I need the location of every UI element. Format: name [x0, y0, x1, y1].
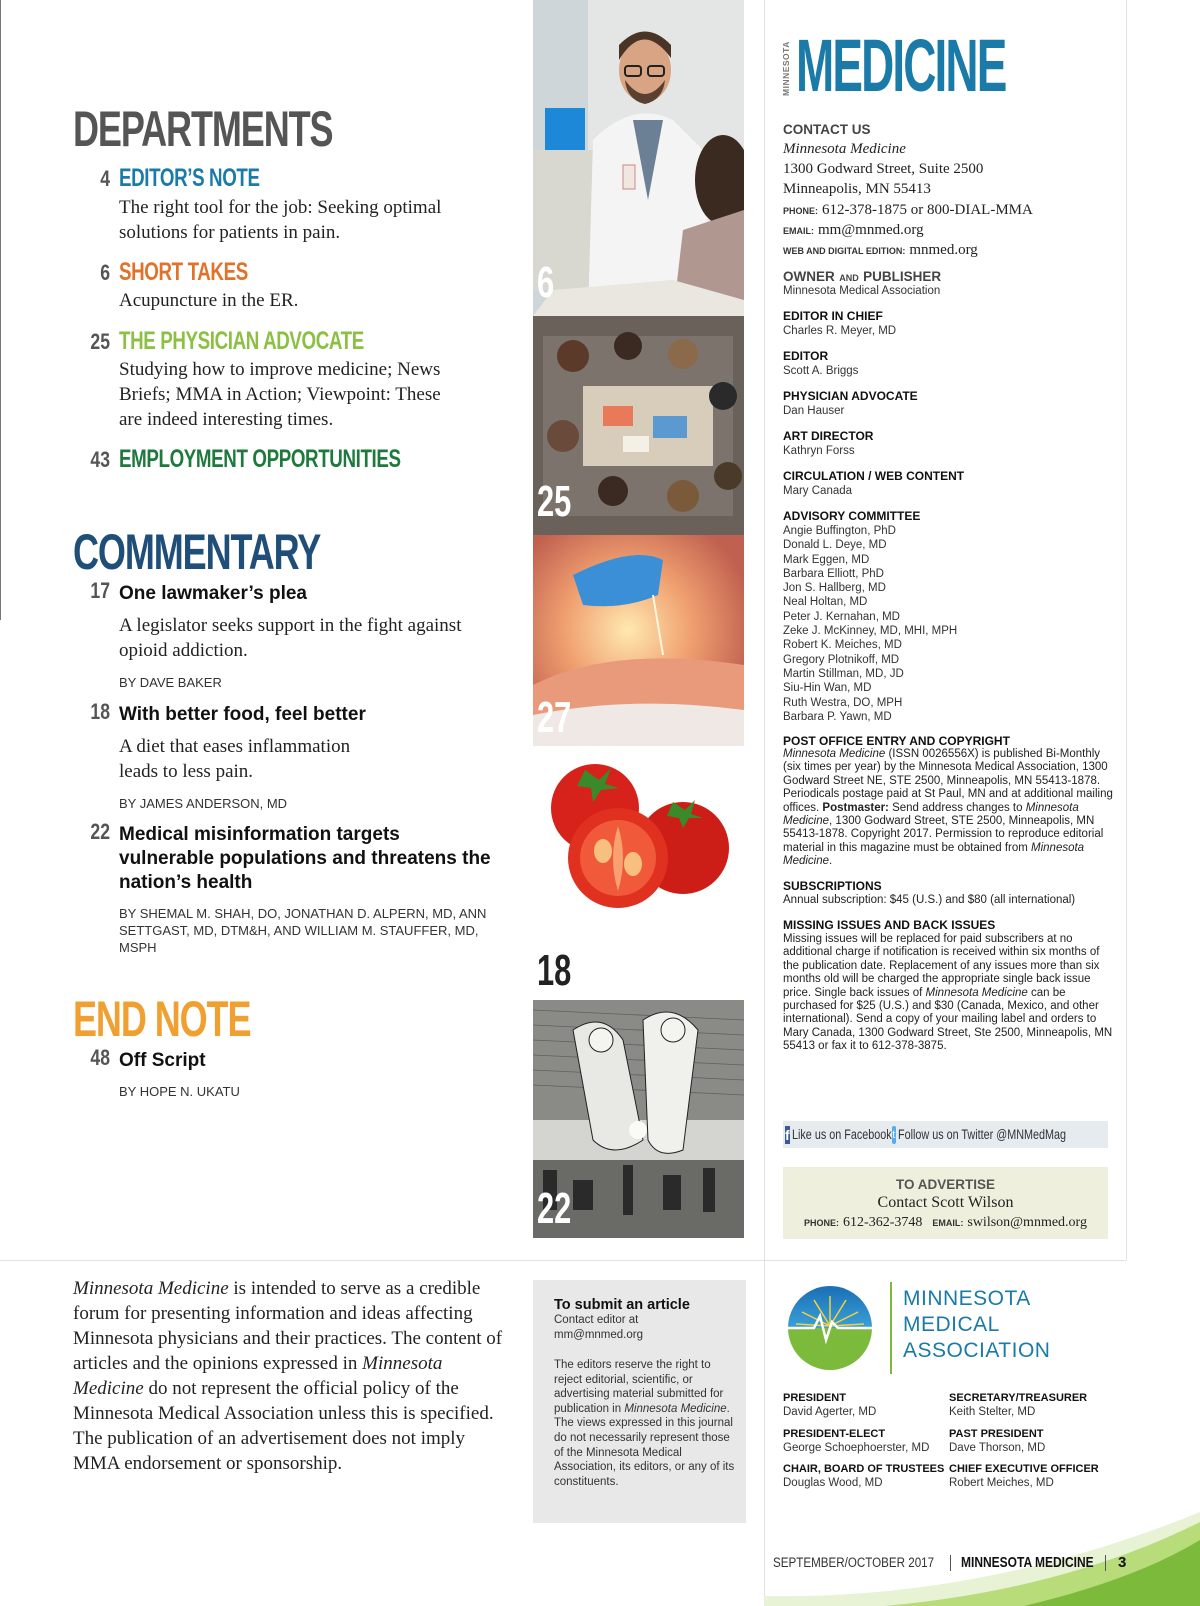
advertise-label: TO ADVERTISE: [895, 1177, 995, 1192]
green-swoosh-decoration: [764, 1500, 1200, 1606]
advisory-member: Angie Buffington, PhD: [783, 525, 896, 537]
officer-label: PRESIDENT-ELECT: [783, 1428, 886, 1440]
article-byline: BY JAMES ANDERSON, MD: [119, 796, 288, 811]
officer-value: Douglas Wood, MD: [783, 1477, 883, 1489]
text-segment: is intended to serve as a credible forum for presenting information and ideas affecting Minnesota physicians and their practices. The content of articles and the opinions expressed in: [73, 1278, 503, 1374]
twitter-link[interactable]: Follow us on Twitter @MNMedMag: [897, 1127, 1066, 1142]
text-segment: (ISSN 0026556X) is published Bi-Monthly (six times per year) by the Minnesota Medical Association, 1300 Godward Street NE, STE 2500, Minneapolis, MN 55413-1878. Periodicals postage paid at St Paul, MN and at additional mailing offices.: [783, 748, 1113, 814]
photo-page-label: 25: [537, 477, 572, 526]
officer-value: Robert Meiches, MD: [949, 1477, 1054, 1489]
advertise-phone[interactable]: 612-362-3748: [843, 1215, 923, 1230]
photo-students[interactable]: [533, 316, 744, 535]
role-value: Scott A. Briggs: [783, 365, 859, 377]
dept-page-number: 43: [90, 447, 110, 472]
mma-logo-emblem[interactable]: [784, 1282, 876, 1374]
text-segment: Postmaster:: [822, 801, 889, 814]
article-title[interactable]: With better food, feel better: [119, 704, 366, 725]
contact-web-row: [783, 241, 978, 259]
magazine-name: Minnesota Medicine: [925, 986, 1028, 999]
advisory-member: Barbara P. Yawn, MD: [783, 710, 892, 723]
email-link[interactable]: mm@mnmed.org: [818, 222, 924, 238]
post-office-label: POST OFFICE ENTRY AND COPYRIGHT: [783, 734, 1010, 748]
masthead-logo-text: MEDICINE: [796, 24, 1006, 107]
officer-value: David Agerter, MD: [783, 1406, 877, 1418]
page-number: 3: [1118, 1554, 1127, 1571]
article-description: A legislator seeks support in the fight against opioid addiction.: [119, 615, 462, 661]
advisory-label: ADVISORY COMMITTEE: [783, 509, 921, 523]
advisory-member: Neal Holtan, MD: [783, 596, 868, 609]
dept-page-number: 4: [100, 166, 110, 191]
role-label: PHYSICIAN ADVOCATE: [783, 389, 918, 403]
column-divider: [1126, 0, 1127, 1260]
role-value: Charles R. Meyer, MD: [783, 325, 897, 337]
submit-title: To submit an article: [554, 1297, 690, 1313]
dept-heading[interactable]: THE PHYSICIAN ADVOCATE: [119, 327, 364, 355]
mma-name-line: ASSOCIATION: [903, 1339, 1051, 1362]
article-byline: BY DAVE BAKER: [119, 675, 222, 690]
contact-phone-row: [783, 201, 1033, 219]
departments-title: DEPARTMENTS: [73, 101, 333, 157]
contact-label: CONTACT US: [783, 122, 871, 137]
page-edge-line: [0, 0, 1, 620]
submit-body: [554, 1358, 739, 1489]
photo-page-label: 22: [537, 1184, 572, 1233]
subscriptions-text: Annual subscription: $45 (U.S.) and $80 (all international): [783, 894, 1076, 906]
article-title[interactable]: Off Script: [119, 1050, 206, 1071]
advisory-list: [783, 524, 1113, 724]
advisory-member: Mark Eggen, MD: [783, 553, 870, 566]
mma-emblem-icon: [784, 1282, 876, 1374]
contact-address-line: Minneapolis, MN 55413: [783, 181, 931, 197]
facebook-icon: f: [785, 1126, 790, 1143]
subscriptions-label: SUBSCRIPTIONS: [783, 879, 882, 893]
logo-small-text: MINNESOTA: [781, 41, 791, 96]
officer-label: SECRETARY/TREASURER: [949, 1392, 1088, 1404]
officer-value: George Schoephoerster, MD: [783, 1442, 930, 1454]
facebook-link[interactable]: Like us on Facebook: [791, 1127, 892, 1142]
dept-heading[interactable]: EDITOR’S NOTE: [119, 164, 260, 192]
magazine-name: Minnesota Medicine: [73, 1278, 229, 1299]
photo-page-label: 27: [537, 693, 572, 742]
magazine-name: Minnesota Medicine: [624, 1402, 727, 1415]
social-bar: [783, 1121, 1108, 1148]
advertise-email[interactable]: swilson@mnmed.org: [967, 1215, 1087, 1230]
twitter-icon: t: [892, 1126, 896, 1144]
mma-logo-divider: [890, 1282, 892, 1374]
text-segment: . The views expressed in this journal do not necessarily represent those of the Minnesota Medical Association, its editors, or any of its constituents.: [554, 1402, 735, 1488]
email-label: EMAIL:: [932, 1218, 964, 1228]
role-label: EDITOR IN CHIEF: [783, 309, 883, 323]
dept-page-number: 6: [100, 260, 110, 285]
article-description: A diet that eases inflammation leads to less pain.: [119, 736, 351, 782]
officer-label: CHAIR, BOARD OF TRUSTEES: [783, 1463, 945, 1475]
phone-label: PHONE:: [804, 1218, 840, 1228]
submit-box: [533, 1280, 746, 1523]
text-segment: The editors reserve the right to reject editorial, scientific, or advertising material submitted for publication in: [554, 1359, 724, 1415]
article-page-number: 17: [90, 578, 110, 603]
commentary-title: COMMENTARY: [73, 524, 321, 580]
magazine-name: Minnesota Medicine: [783, 801, 1079, 828]
page-footer: [773, 1554, 1126, 1571]
column-divider: [764, 0, 765, 1606]
advisory-member: Martin Stillman, MD, JD: [783, 667, 904, 680]
magazine-name: Minnesota Medicine: [73, 1353, 443, 1399]
dept-page-number: 25: [90, 329, 110, 354]
text-segment: do not represent the official policy of the Minnesota Medical Association unless this is specified. The publication of an advertisement does not imply MMA endorsement or sponsorship.: [73, 1378, 494, 1474]
phone-label: PHONE:: [783, 206, 819, 216]
magazine-name: Minnesota Medicine: [783, 841, 1085, 868]
article-page-number: 22: [90, 819, 110, 844]
text-segment: Send address changes to: [888, 801, 1026, 814]
owner-value: Minnesota Medical Association: [783, 285, 941, 297]
advisory-member: Gregory Plotnikoff, MD: [783, 653, 900, 666]
contact-name: Minnesota Medicine: [783, 141, 906, 157]
photo-page-label: 18: [537, 946, 572, 995]
footer-magazine-name: MINNESOTA MEDICINE: [961, 1554, 1094, 1571]
text-segment: .: [829, 855, 833, 868]
advisory-member: Siu-Hin Wan, MD: [783, 682, 872, 695]
text-segment: can be purchased for $25 (U.S.) and $30 (Canada, Mexico, and other international). Send a copy of your mailing label and orders to Mary Canada, 1300 Godward Street, Ste 2500, Minneapolis, MN 55413 or fax it to 612-378-3875.: [783, 986, 1113, 1053]
endnote-title: END NOTE: [73, 991, 251, 1047]
doctor-illustration: [533, 0, 744, 316]
officer-label: PAST PRESIDENT: [949, 1428, 1044, 1440]
text-segment: , 1300 Godward Street, STE 2500, Minneapolis, MN 55413-1878. Copyright 2017. Permission to reproduce editorial material in this magazine must be obtained from: [783, 815, 1104, 854]
role-value: Dan Hauser: [783, 405, 845, 417]
missing-issues-label: MISSING ISSUES AND BACK ISSUES: [783, 918, 996, 932]
officer-value: Keith Stelter, MD: [949, 1406, 1036, 1418]
missing-issues-text: [783, 933, 1115, 1054]
dept-heading[interactable]: EMPLOYMENT OPPORTUNITIES: [119, 445, 401, 473]
submit-email-link[interactable]: mm@mnmed.org: [554, 1329, 643, 1341]
advisory-member: Ruth Westra, DO, MPH: [783, 696, 903, 709]
article-page-number: 48: [90, 1045, 110, 1070]
advisory-member: Zeke J. McKinney, MD, MHI, MPH: [783, 625, 958, 638]
dept-description: Acupuncture in the ER.: [119, 290, 299, 311]
footer-separator: [950, 1555, 951, 1571]
footer-date: SEPTEMBER/OCTOBER 2017: [773, 1555, 935, 1570]
owner-label-part: OWNER: [783, 269, 835, 284]
dept-description: Studying how to improve medicine; News Briefs; MMA in Action; Viewpoint: These are indeed interesting times.: [119, 359, 441, 430]
dept-description: The right tool for the job: Seeking optimal solutions for patients in pain.: [119, 197, 442, 243]
advisory-member: Barbara Elliott, PhD: [783, 567, 884, 580]
dept-heading[interactable]: SHORT TAKES: [119, 258, 248, 286]
phone-value[interactable]: 612-378-1875 or 800-DIAL-MMA: [822, 202, 1033, 218]
text-segment: Missing issues will be replaced for paid subscribers at no additional charge if notification is received within six months of the publication date. Replacement of any issues more than six months old will be charged the appropriate single back issue price. Single back issues of: [783, 933, 1100, 999]
web-link[interactable]: mnmed.org: [909, 242, 978, 258]
photo-engraving[interactable]: [533, 1000, 744, 1238]
article-byline: BY HOPE N. UKATU: [119, 1084, 240, 1099]
advisory-member: Robert K. Meiches, MD: [783, 639, 902, 652]
mma-logo-wordmark: [903, 1286, 1050, 1364]
photo-acupuncture[interactable]: [533, 535, 744, 746]
contact-address-line: 1300 Godward Street, Suite 2500: [783, 161, 984, 177]
disclaimer-text: [73, 1276, 508, 1476]
contact-email-row: [783, 221, 924, 239]
article-byline: BY SHEMAL M. SHAH, DO, JONATHAN D. ALPERN, MD, ANN SETTGAST, MD, DTM&H, AND WILLIAM M. STAUFFER, MD, MSPH: [119, 906, 487, 955]
mma-name-line: MINNESOTA: [903, 1287, 1031, 1310]
owner-label-and: AND: [839, 273, 859, 283]
advertise-details: [783, 1213, 1108, 1231]
officer-label: PRESIDENT: [783, 1392, 846, 1404]
masthead-logo[interactable]: [781, 30, 795, 96]
advertise-box: [783, 1167, 1108, 1239]
advisory-member: Donald L. Deye, MD: [783, 539, 887, 552]
role-value: Kathryn Forss: [783, 445, 855, 457]
web-label: WEB AND DIGITAL EDITION:: [783, 246, 906, 256]
officer-label: CHIEF EXECUTIVE OFFICER: [949, 1463, 1099, 1475]
photo-tomatoes[interactable]: [533, 746, 744, 1000]
role-label: CIRCULATION / WEB CONTENT: [783, 469, 965, 483]
photo-page-label: 6: [537, 258, 555, 307]
photo-doctor[interactable]: [533, 0, 744, 316]
officer-value: Dave Thorson, MD: [949, 1442, 1046, 1454]
article-page-number: 18: [90, 699, 110, 724]
article-title[interactable]: Medical misinformation targets vulnerable populations and threatens the nation’s health: [119, 824, 491, 893]
article-title[interactable]: One lawmaker’s plea: [119, 583, 307, 604]
role-label: ART DIRECTOR: [783, 429, 874, 443]
advertise-contact: Contact Scott Wilson: [877, 1194, 1014, 1211]
magazine-name: Minnesota Medicine: [783, 748, 886, 760]
email-label: EMAIL:: [783, 226, 814, 236]
role-label: EDITOR: [783, 349, 829, 363]
advisory-member: Peter J. Kernahan, MD: [783, 610, 900, 623]
post-office-text: [783, 748, 1115, 869]
footer-separator: [1105, 1555, 1106, 1571]
submit-contact-line: Contact editor at: [554, 1314, 639, 1326]
mma-name-line: MEDICAL: [903, 1313, 1000, 1336]
section-divider: [0, 1260, 1126, 1261]
role-value: Mary Canada: [783, 485, 853, 497]
advisory-member: Jon S. Hallberg, MD: [783, 582, 886, 595]
owner-label-part: PUBLISHER: [863, 269, 942, 284]
